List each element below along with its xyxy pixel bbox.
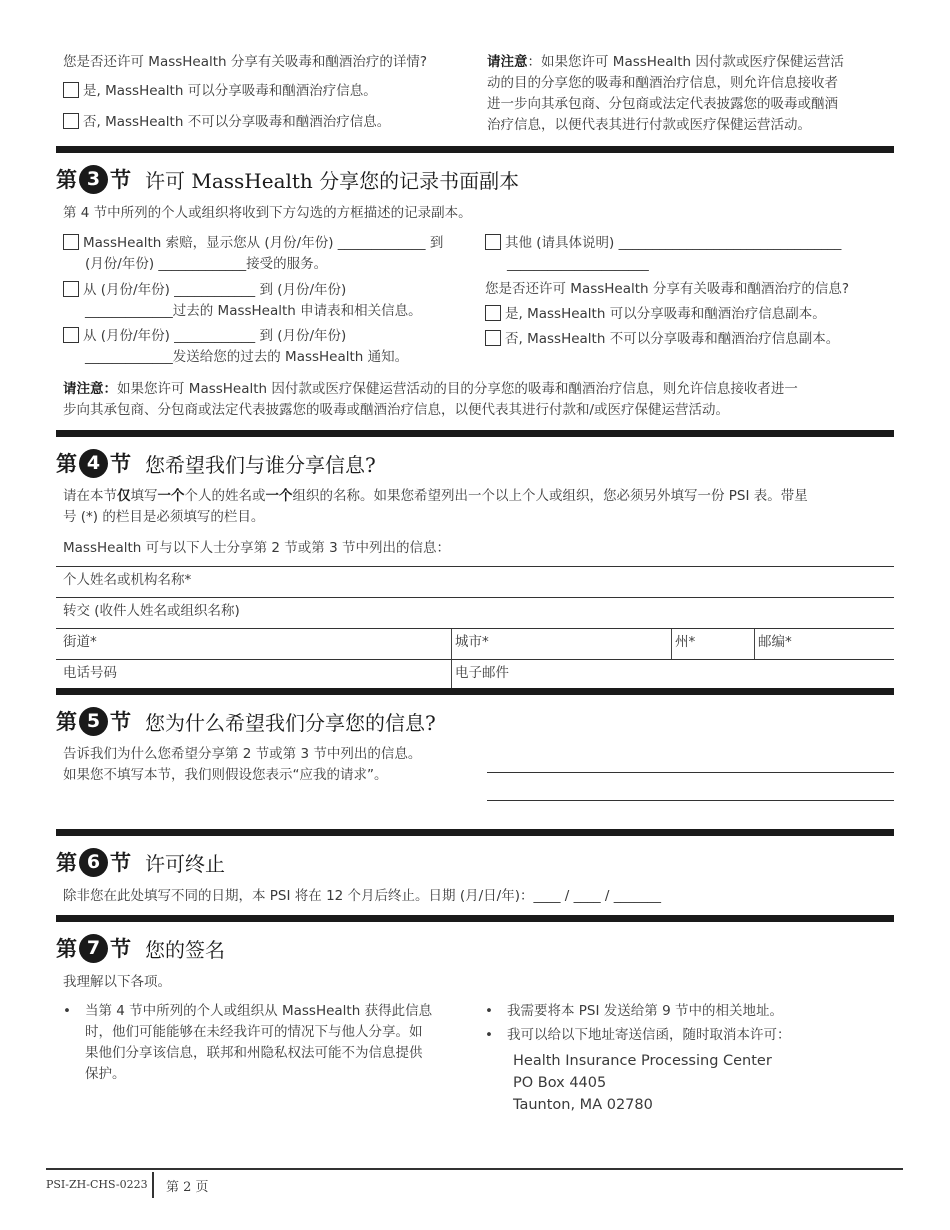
section-4-title: 您希望我们与谁分享信息? <box>145 452 376 477</box>
email-field-label: 电子邮件 <box>455 665 509 681</box>
street-field-label: 街道* <box>63 634 97 650</box>
city-field[interactable] <box>452 629 671 659</box>
section-number-badge: 4 <box>79 449 108 478</box>
top-note: 请注意：如果您许可 MassHealth 因付款或医疗保健运营活 动的目的分享您的吸毒和酗酒治疗信息，则允许信息接收者 进一步向其承包商、分包商或法定代表披露您的吸毒或酗酒 治疗信息，以便代表其进行付款或医疗保健运营活动。 <box>487 54 844 133</box>
top-no-option[interactable] <box>63 112 390 133</box>
s3-question: 您是否还许可 MassHealth 分享有关吸毒和酗酒治疗的信息? <box>485 281 850 297</box>
s7-right-bullet-1: • 我需要将本 PSI 发送给第 9 节中的相关地址。 <box>485 1001 783 1022</box>
section-7-title: 您的签名 <box>145 937 225 962</box>
phone-field-label: 电话号码 <box>63 665 117 681</box>
s3-intro: 第 4 节中所列的个人或组织将收到下方勾选的方框描述的记录副本。 <box>63 205 472 221</box>
section-divider <box>56 688 894 695</box>
form-code: PSI-ZH-CHS-0223 <box>46 1178 148 1191</box>
section-number-badge: 3 <box>79 165 108 194</box>
s7-intro: 我理解以下各项。 <box>63 974 171 990</box>
page-number: 第 2 页 <box>166 1180 209 1195</box>
top-yes-checkbox[interactable] <box>63 82 79 98</box>
top-no-label: 否, MassHealth 不可以分享吸毒和酗酒治疗信息。 <box>83 114 391 130</box>
bullet: • <box>485 1003 493 1019</box>
zip-field[interactable] <box>755 629 894 659</box>
phone-field[interactable] <box>56 660 451 688</box>
s3-option-applications[interactable]: 从 (月份/年份) ____________ 到 (月份/年份) _____________过去的 MassHealth 申请表和相关信息。 <box>63 280 422 322</box>
cancellation-address: Health Insurance Processing Center PO Box 4405 Taunton, MA 02780 <box>513 1053 772 1113</box>
section-5-title: 您为什么希望我们分享您的信息? <box>145 710 436 735</box>
reason-line-2[interactable] <box>487 800 894 801</box>
section-divider <box>56 915 894 922</box>
section-6-title: 许可终止 <box>145 851 225 876</box>
top-question: 您是否还许可 MassHealth 分享有关吸毒和酗酒治疗的详情? <box>63 54 428 70</box>
s4-lead: MassHealth 可与以下人士分享第 2 节或第 3 节中列出的信息： <box>63 540 450 556</box>
section-6-header: 第 6 节 许可终止 <box>56 847 225 877</box>
s3-option-other[interactable]: 其他 (请具体说明) _________________________________ _____________________ <box>485 233 841 275</box>
name-field[interactable] <box>56 567 894 597</box>
s3-no-checkbox[interactable] <box>485 330 501 346</box>
s3-applications-checkbox[interactable] <box>63 281 79 297</box>
top-no-checkbox[interactable] <box>63 113 79 129</box>
reason-line-1[interactable] <box>487 772 894 773</box>
s3-notices-checkbox[interactable] <box>63 327 79 343</box>
section-3-title: 许可 MassHealth 分享您的记录书面副本 <box>145 168 520 193</box>
s4-intro: 请在本节仅填写一个个人的姓名或一个组织的名称。如果您希望列出一个以上个人或组织，您必须另外填写一份 PSI 表。带星 号 (*) 的栏目是必须填写的栏目。 <box>63 488 808 525</box>
section-divider <box>56 829 894 836</box>
section-number-badge: 6 <box>79 848 108 877</box>
top-yes-option[interactable] <box>63 81 377 102</box>
section-4-header: 第 4 节 您希望我们与谁分享信息? <box>56 448 376 478</box>
footer-divider <box>152 1172 154 1198</box>
section-5-header: 第 5 节 您为什么希望我们分享您的信息? <box>56 706 436 736</box>
bullet: • <box>63 1003 71 1019</box>
section-number-badge: 7 <box>79 934 108 963</box>
bullet: • <box>485 1027 493 1043</box>
s7-right-bullet-2: • 我可以给以下地址寄送信函，随时取消本许可： <box>485 1025 791 1046</box>
section-divider <box>56 146 894 153</box>
street-field[interactable] <box>56 629 451 659</box>
s3-yes-checkbox[interactable] <box>485 305 501 321</box>
s3-note: 请注意：如果您许可 MassHealth 因付款或医疗保健运营活动的目的分享您的吸毒和酗酒治疗信息，则允许信息接收者进一 步向其承包商、分包商或法定代表披露您的吸毒或酗酒治疗信息，以便代表其进行付款和/或医疗保健运营活动。 <box>63 381 798 418</box>
top-note-label: 请注意 <box>487 54 528 70</box>
s3-note-label: 请注意： <box>63 381 117 397</box>
attn-field-label: 转交 (收件人姓名或组织名称) <box>63 603 240 619</box>
s7-left-bullet: • 当第 4 节中所列的个人或组织从 MassHealth 获得此信息 时，他们可能能够在未经我许可的情况下与他人分享。如 果他们分享该信息，联邦和州隐私权法可能不为信息提供 保护。 <box>63 1003 433 1082</box>
section-7-header: 第 7 节 您的签名 <box>56 933 225 963</box>
footer-rule <box>46 1168 903 1170</box>
s5-instructions: 告诉我们为什么您希望分享第 2 节或第 3 节中列出的信息。 如果您不填写本节，我们则假设您表示“应我的请求”。 <box>63 746 422 783</box>
state-field[interactable] <box>672 629 754 659</box>
s6-termination-date[interactable]: 除非您在此处填写不同的日期，本 PSI 将在 12 个月后终止。日期 (月/日/年)：____ / ____ / _______ <box>63 888 661 904</box>
name-field-label: 个人姓名或机构名称* <box>63 572 192 588</box>
section-number-badge: 5 <box>79 707 108 736</box>
s3-no-option[interactable]: 否, MassHealth 不可以分享吸毒和酗酒治疗信息副本。 <box>485 329 839 350</box>
state-field-label: 州* <box>675 634 696 650</box>
s3-claims-checkbox[interactable] <box>63 234 79 250</box>
section-divider <box>56 430 894 437</box>
s3-other-checkbox[interactable] <box>485 234 501 250</box>
s3-option-claims[interactable]: MassHealth 索赔，显示您从 (月份/年份) _____________ 到 (月份/年份) _____________接受的服务。 <box>63 233 443 275</box>
zip-field-label: 邮编* <box>758 634 792 650</box>
s3-yes-option[interactable]: 是, MassHealth 可以分享吸毒和酗酒治疗信息副本。 <box>485 304 826 325</box>
section-3-header: 第 3 节 许可 MassHealth 分享您的记录书面副本 <box>56 164 519 194</box>
s3-option-notices[interactable]: 从 (月份/年份) ____________ 到 (月份/年份) _____________发送给您的过去的 MassHealth 通知。 <box>63 326 408 368</box>
email-field[interactable] <box>452 660 894 688</box>
city-field-label: 城市* <box>455 634 489 650</box>
top-yes-label: 是, MassHealth 可以分享吸毒和酗酒治疗信息。 <box>83 83 377 99</box>
attn-field[interactable] <box>56 598 894 628</box>
